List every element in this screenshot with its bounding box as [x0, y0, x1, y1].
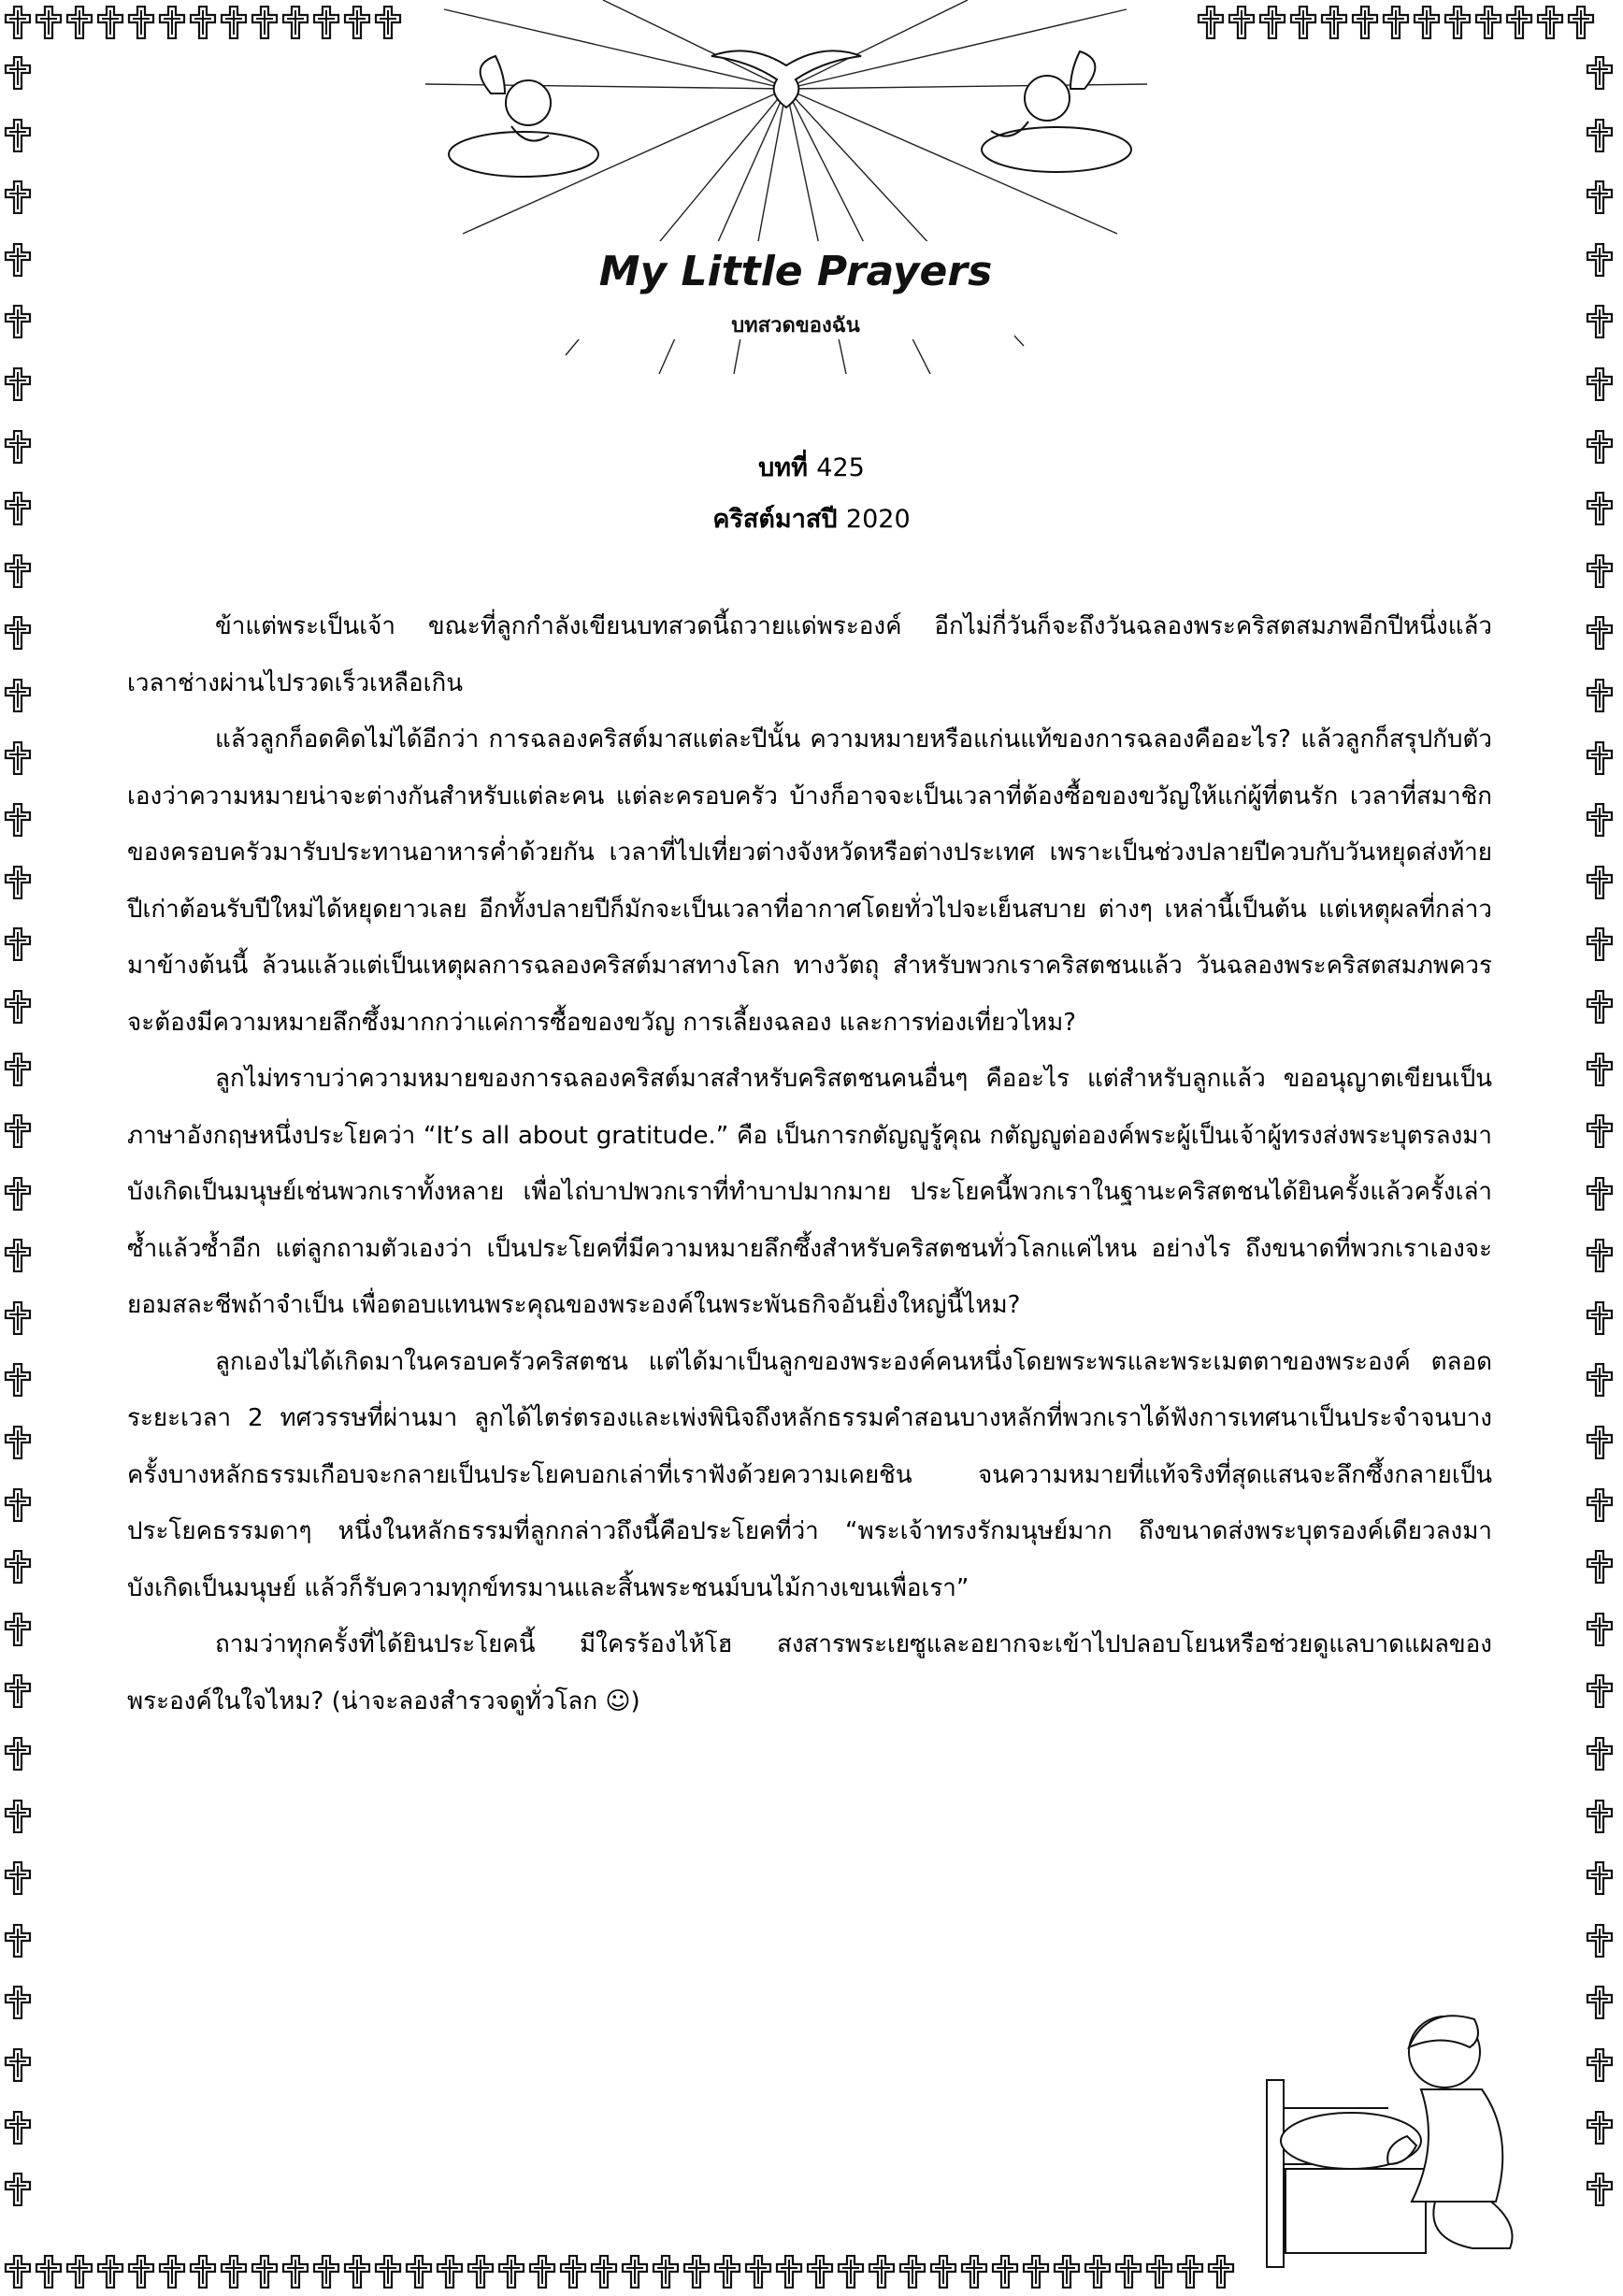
border-cross-icon: [1586, 305, 1616, 367]
border-cross-icon: [4, 180, 35, 243]
chapter-label: บทที่: [758, 453, 808, 482]
border-cross-icon: [621, 2255, 652, 2292]
border-cross-icon: [4, 2255, 35, 2292]
border-cross-icon: [1586, 1239, 1616, 1301]
paragraph: ข้าแต่พระเป็นเจ้า ขณะที่ลูกกำลังเขียนบทสวดนี้ถวายแด่พระองค์ อีกไม่กี่วันก็จะถึงวันฉลองพระคริสตสมภพอีกปีหนึ่งแล้ว เวลาช่างผ่านไปรวดเร็วเหลือเกิน: [127, 612, 1492, 697]
border-cross-icon: [4, 1800, 35, 1862]
border-cross-icon: [1567, 6, 1598, 43]
border-cross-icon: [837, 2255, 868, 2292]
border-cross-icon: [1320, 6, 1351, 43]
border-cross-icon: [220, 6, 251, 43]
border-right: [1586, 56, 1616, 2235]
border-cross-icon: [1586, 1301, 1616, 1364]
border-cross-icon: [1586, 803, 1616, 866]
border-cross-icon: [652, 2255, 682, 2292]
paragraph: แล้วลูกก็อดคิดไม่ได้อีกว่า การฉลองคริสต์มาสแต่ละปีนั้น ความหมายหรือแก่นแท้ของการฉลองคืออะไร? แล้วลูกก็สรุปกับตัวเองว่าความหมายน่าจะต่างกันสำหรับแต่ละคน แต่ละครอบครัว บ้างก็อาจจะเป็นเวลาที่ต้องซื้อของขวัญให้แก่ผู้ที่ตนรัก เวลาที่สมาชิกของครอบครัวมารับประทานอาหารค่ำด้วยกัน เวลาที่ไปเที่ยวต่างจังหวัดหรือต่างประเทศ เพราะเป็นช่วงปลายปีควบกับวันหยุดส่งท้ายปีเก่าต้อนรับปีใหม่ได้หยุดยาวเลย อีกทั้งปลายปีก็มักจะเป็นเวลาที่อากาศโดยทั่วไปจะเย็นสบาย ต่างๆ เหล่านี้เป็นต้น แต่เหตุผลที่กล่าวมาข้างต้นนี้ ล้วนแล้วแต่เป็นเหตุผลการฉลองคริสต์มาสทางโลก ทางวัตถุ สำหรับพวกเราคริสตชนแล้ว วันฉลองพระคริสตสมภพควรจะต้องมีความหมายลึกซึ้งมากกว่าแค่การซื้อของขวัญ การเลี้ยงฉลอง และการท่องเที่ยวไหม?: [127, 725, 1492, 1037]
header-illustration: [425, 0, 1147, 383]
border-cross-icon: [4, 554, 35, 617]
border-cross-icon: [1586, 180, 1616, 243]
border-cross-icon: [4, 1239, 35, 1301]
border-top-right: [1197, 6, 1598, 43]
border-cross-icon: [713, 2255, 744, 2292]
chapter-heading: [0, 447, 1623, 487]
border-cross-icon: [158, 2255, 189, 2292]
border-cross-icon: [4, 803, 35, 866]
border-cross-icon: [343, 2255, 374, 2292]
chapter-number: 425: [816, 453, 865, 482]
border-cross-icon: [590, 2255, 621, 2292]
border-cross-icon: [1145, 2255, 1176, 2292]
border-cross-icon: [1351, 6, 1382, 43]
border-cross-icon: [1586, 2173, 1616, 2235]
border-cross-icon: [1586, 56, 1616, 119]
border-cross-icon: [65, 6, 96, 43]
border-cross-icon: [1586, 2111, 1616, 2174]
border-cross-icon: [96, 2255, 127, 2292]
border-cross-icon: [189, 6, 220, 43]
border-cross-icon: [343, 6, 374, 43]
border-cross-icon: [1586, 1177, 1616, 1240]
border-cross-icon: [4, 1924, 35, 1987]
border-cross-icon: [4, 367, 35, 430]
border-cross-icon: [4, 741, 35, 804]
border-cross-icon: [744, 2255, 775, 2292]
border-cross-icon: [1586, 367, 1616, 430]
border-cross-icon: [4, 990, 35, 1053]
border-cross-icon: [1586, 1488, 1616, 1551]
border-cross-icon: [4, 927, 35, 990]
prayer-body: [127, 598, 1492, 1729]
border-cross-icon: [4, 56, 35, 119]
border-cross-icon: [1176, 2255, 1207, 2292]
border-cross-icon: [1084, 2255, 1114, 2292]
border-cross-icon: [4, 1674, 35, 1737]
border-cross-icon: [251, 2255, 281, 2292]
border-cross-icon: [4, 1488, 35, 1551]
border-cross-icon: [312, 2255, 343, 2292]
border-cross-icon: [127, 6, 158, 43]
border-cross-icon: [1586, 2048, 1616, 2111]
border-cross-icon: [1289, 6, 1320, 43]
border-cross-icon: [4, 1114, 35, 1177]
border-cross-icon: [1207, 2255, 1238, 2292]
border-cross-icon: [497, 2255, 528, 2292]
border-cross-icon: [374, 6, 405, 43]
border-cross-icon: [1053, 2255, 1084, 2292]
border-top-left: [4, 6, 405, 43]
border-cross-icon: [1586, 990, 1616, 1053]
border-cross-icon: [4, 1426, 35, 1488]
border-cross-icon: [4, 1363, 35, 1426]
border-cross-icon: [4, 1550, 35, 1613]
border-left: [4, 56, 35, 2235]
border-cross-icon: [1114, 2255, 1145, 2292]
border-cross-icon: [1586, 1800, 1616, 1862]
border-cross-icon: [1586, 243, 1616, 306]
border-cross-icon: [4, 1301, 35, 1364]
border-cross-icon: [1586, 866, 1616, 928]
border-cross-icon: [65, 2255, 96, 2292]
border-cross-icon: [1382, 6, 1413, 43]
border-cross-icon: [1258, 6, 1289, 43]
border-cross-icon: [1197, 6, 1228, 43]
border-cross-icon: [1505, 6, 1536, 43]
border-cross-icon: [189, 2255, 220, 2292]
border-cross-icon: [1586, 1363, 1616, 1426]
border-cross-icon: [4, 1861, 35, 1924]
border-cross-icon: [1586, 1426, 1616, 1488]
border-cross-icon: [1536, 6, 1567, 43]
border-cross-icon: [4, 616, 35, 679]
border-cross-icon: [1586, 1924, 1616, 1987]
praying-child-illustration: [1248, 1996, 1529, 2276]
border-cross-icon: [1228, 6, 1258, 43]
border-cross-icon: [1474, 6, 1505, 43]
border-cross-icon: [220, 2255, 251, 2292]
border-cross-icon: [1586, 1550, 1616, 1613]
border-cross-icon: [4, 1986, 35, 2048]
border-cross-icon: [929, 2255, 960, 2292]
border-cross-icon: [960, 2255, 991, 2292]
border-cross-icon: [4, 1613, 35, 1675]
border-cross-icon: [96, 6, 127, 43]
border-cross-icon: [281, 6, 312, 43]
border-cross-icon: [158, 6, 189, 43]
border-cross-icon: [1586, 1674, 1616, 1737]
subject-year: 2020: [845, 505, 911, 534]
border-cross-icon: [127, 2255, 158, 2292]
border-cross-icon: [467, 2255, 497, 2292]
border-cross-icon: [1586, 119, 1616, 181]
border-cross-icon: [528, 2255, 559, 2292]
border-cross-icon: [4, 243, 35, 306]
border-cross-icon: [1586, 1861, 1616, 1924]
border-cross-icon: [4, 6, 35, 43]
border-cross-icon: [1022, 2255, 1053, 2292]
border-cross-icon: [1586, 616, 1616, 679]
subject-label: คริสต์มาสปี: [712, 505, 838, 534]
border-cross-icon: [1586, 679, 1616, 741]
border-bottom: [4, 2255, 1238, 2292]
border-cross-icon: [1586, 1114, 1616, 1177]
border-cross-icon: [374, 2255, 405, 2292]
border-cross-icon: [4, 679, 35, 741]
border-cross-icon: [1586, 1737, 1616, 1800]
border-cross-icon: [35, 6, 65, 43]
border-cross-icon: [775, 2255, 806, 2292]
paragraph: ลูกเองไม่ได้เกิดมาในครอบครัวคริสตชน แต่ได้มาเป็นลูกของพระองค์คนหนึ่งโดยพระพรและพระเมตตาของพระองค์ ตลอดระยะเวลา 2 ทศวรรษที่ผ่านมา ลูกได้ไตร่ตรองและเพ่งพินิจถึงหลักธรรมคำสอนบางหลักที่พวกเราได้ฟังการเทศนาเป็นประจำจนบางครั้งบางหลักธรรมเกือบจะกลายเป็นประโยคบอกเล่าที่เราฟังด้วยความเคยชิน จนความหมายที่แท้จริงที่สุดแสนจะลึกซึ้งกลายเป็นประโยคธรรมดาๆ หนึ่งในหลักธรรมที่ลูกกล่าวถึงนี้คือประโยคที่ว่า “พระเจ้าทรงรักมนุษย์มาก ถึงขนาดส่งพระบุตรองค์เดียวลงมาบังเกิดเป็นมนุษย์ แล้วก็รับความทุกข์ทรมานและสิ้นพระชนม์บนไม้กางเขนเพื่อเรา”: [127, 1347, 1492, 1602]
banner-subtitle: บทสวดของฉัน: [731, 314, 860, 337]
border-cross-icon: [1586, 554, 1616, 617]
border-cross-icon: [4, 2173, 35, 2235]
border-cross-icon: [682, 2255, 713, 2292]
border-cross-icon: [4, 119, 35, 181]
border-cross-icon: [1586, 1053, 1616, 1115]
border-cross-icon: [312, 6, 343, 43]
border-cross-icon: [405, 2255, 436, 2292]
border-cross-icon: [4, 2048, 35, 2111]
border-cross-icon: [1586, 1986, 1616, 2048]
border-cross-icon: [991, 2255, 1022, 2292]
border-cross-icon: [4, 1737, 35, 1800]
border-cross-icon: [35, 2255, 65, 2292]
banner-title: My Little Prayers: [598, 248, 993, 295]
border-cross-icon: [559, 2255, 590, 2292]
border-cross-icon: [4, 866, 35, 928]
border-cross-icon: [436, 2255, 467, 2292]
paragraph: ถามว่าทุกครั้งที่ได้ยินประโยคนี้ มีใครร้องไห้โฮ สงสารพระเยซูและอยากจะเข้าไปปลอบโยนหรือช่วยดูแลบาดแผลของพระองค์ในใจไหม? (น่าจะลองสำรวจดูทั่วโลก ☺): [127, 1630, 1492, 1715]
border-cross-icon: [868, 2255, 898, 2292]
border-cross-icon: [898, 2255, 929, 2292]
border-cross-icon: [4, 1053, 35, 1115]
border-cross-icon: [1586, 927, 1616, 990]
subject-heading: [0, 498, 1623, 538]
border-cross-icon: [1586, 741, 1616, 804]
border-cross-icon: [1443, 6, 1474, 43]
paragraph: ลูกไม่ทราบว่าความหมายของการฉลองคริสต์มาสสำหรับคริสตชนคนอื่นๆ คืออะไร แต่สำหรับลูกแล้ว ขออนุญาตเขียนเป็นภาษาอังกฤษหนึ่งประโยคว่า “It’s all about gratitude.” คือ เป็นการกตัญญูรู้คุณ กตัญญูต่อองค์พระผู้เป็นเจ้าผู้ทรงส่งพระบุตรลงมาบังเกิดเป็นมนุษย์เช่นพวกเราทั้งหลาย เพื่อไถ่บาปพวกเราที่ทำบาปมากมาย ประโยคนี้พวกเราในฐานะคริสตชนได้ยินครั้งแล้วครั้งเล่า ซ้ำแล้วซ้ำอีก แต่ลูกถามตัวเองว่า เป็นประโยคที่มีความหมายลึกซึ้งสำหรับคริสตชนทั่วโลกแค่ไหน อย่างไร ถึงขนาดที่พวกเราเองจะยอมสละชีพถ้าจำเป็น เพื่อตอบแทนพระคุณของพระองค์ในพระพันธกิจอันยิ่งใหญ่นี้ไหม?: [127, 1065, 1492, 1319]
border-cross-icon: [4, 1177, 35, 1240]
border-cross-icon: [1586, 1613, 1616, 1675]
border-cross-icon: [281, 2255, 312, 2292]
border-cross-icon: [806, 2255, 837, 2292]
border-cross-icon: [4, 305, 35, 367]
border-cross-icon: [251, 6, 281, 43]
border-cross-icon: [4, 2111, 35, 2174]
border-cross-icon: [1413, 6, 1443, 43]
